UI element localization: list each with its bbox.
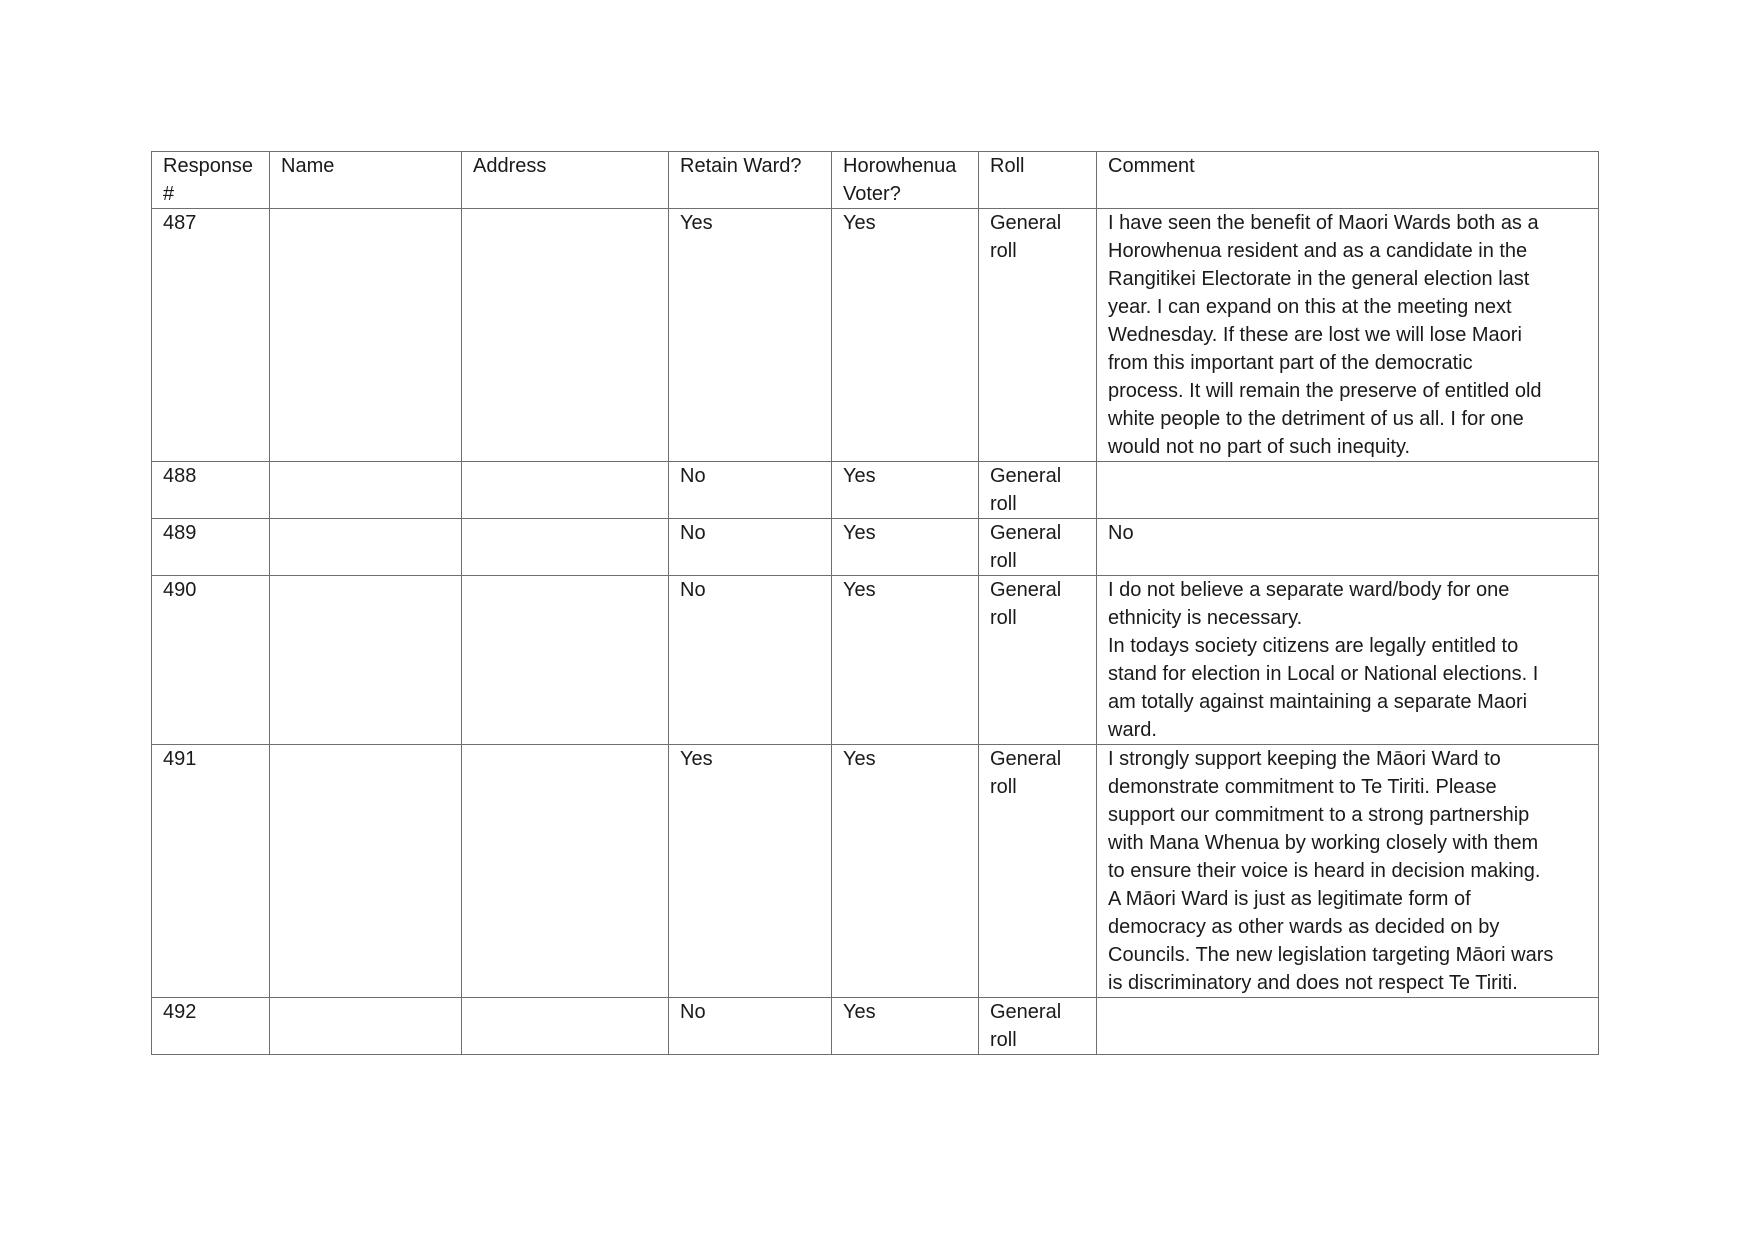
cell-comment: I strongly support keeping the Māori Ward to demonstrate commitment to Te Tiriti. Please support our commitment to a strong partnership with Mana Whenua by working closely with them to ensure their voice is heard in decision making. A Māori Ward is just as legitimate form of democracy as other wards as decided on by Councils. The new legislation targeting Māori wars is discriminatory and does not respect Te Tiriti. — [1097, 745, 1599, 998]
cell-comment — [1097, 998, 1599, 1055]
cell-name — [270, 998, 462, 1055]
cell-horowhenua-voter: Yes — [832, 209, 979, 462]
cell-horowhenua-voter: Yes — [832, 745, 979, 998]
cell-response-number: 492 — [152, 998, 270, 1055]
cell-retain-ward: No — [669, 576, 832, 745]
table-row — [152, 745, 1599, 998]
cell-response-number: 489 — [152, 519, 270, 576]
cell-response-number: 488 — [152, 462, 270, 519]
header-address: Address — [462, 152, 669, 209]
cell-horowhenua-voter: Yes — [832, 998, 979, 1055]
cell-name — [270, 745, 462, 998]
table-row — [152, 576, 1599, 745]
cell-comment: I have seen the benefit of Maori Wards both as a Horowhenua resident and as a candidate in the Rangitikei Electorate in the general election last year. I can expand on this at the meeting next Wednesday. If these are lost we will lose Maori from this important part of the democratic process. It will remain the preserve of entitled old white people to the detriment of us all. I for one would not no part of such inequity. — [1097, 209, 1599, 462]
cell-address — [462, 745, 669, 998]
cell-horowhenua-voter: Yes — [832, 462, 979, 519]
cell-address — [462, 209, 669, 462]
cell-address — [462, 519, 669, 576]
cell-retain-ward: No — [669, 519, 832, 576]
cell-name — [270, 462, 462, 519]
cell-roll: General roll — [979, 462, 1097, 519]
header-row — [152, 152, 1599, 209]
cell-comment: No — [1097, 519, 1599, 576]
cell-comment — [1097, 462, 1599, 519]
header-retain-ward: Retain Ward? — [669, 152, 832, 209]
header-comment: Comment — [1097, 152, 1599, 209]
cell-response-number: 491 — [152, 745, 270, 998]
cell-name — [270, 209, 462, 462]
cell-response-number: 490 — [152, 576, 270, 745]
cell-address — [462, 462, 669, 519]
cell-roll: General roll — [979, 576, 1097, 745]
cell-roll: General roll — [979, 745, 1097, 998]
cell-response-number: 487 — [152, 209, 270, 462]
cell-horowhenua-voter: Yes — [832, 576, 979, 745]
cell-roll: General roll — [979, 998, 1097, 1055]
table-row — [152, 209, 1599, 462]
cell-retain-ward: Yes — [669, 745, 832, 998]
cell-name — [270, 519, 462, 576]
header-name: Name — [270, 152, 462, 209]
header-response-number: Response # — [152, 152, 270, 209]
table-body — [152, 209, 1599, 1055]
cell-name — [270, 576, 462, 745]
cell-horowhenua-voter: Yes — [832, 519, 979, 576]
cell-address — [462, 576, 669, 745]
cell-comment: I do not believe a separate ward/body for one ethnicity is necessary. In todays society citizens are legally entitled to stand for election in Local or National elections. I am totally against maintaining a separate Maori ward. — [1097, 576, 1599, 745]
submissions-table — [151, 151, 1599, 1055]
table-row — [152, 519, 1599, 576]
cell-retain-ward: No — [669, 462, 832, 519]
header-horowhenua-voter: Horowhenua Voter? — [832, 152, 979, 209]
table-row — [152, 462, 1599, 519]
cell-address — [462, 998, 669, 1055]
cell-retain-ward: Yes — [669, 209, 832, 462]
cell-roll: General roll — [979, 209, 1097, 462]
cell-roll: General roll — [979, 519, 1097, 576]
cell-retain-ward: No — [669, 998, 832, 1055]
header-roll: Roll — [979, 152, 1097, 209]
table-header — [152, 152, 1599, 209]
table-row — [152, 998, 1599, 1055]
